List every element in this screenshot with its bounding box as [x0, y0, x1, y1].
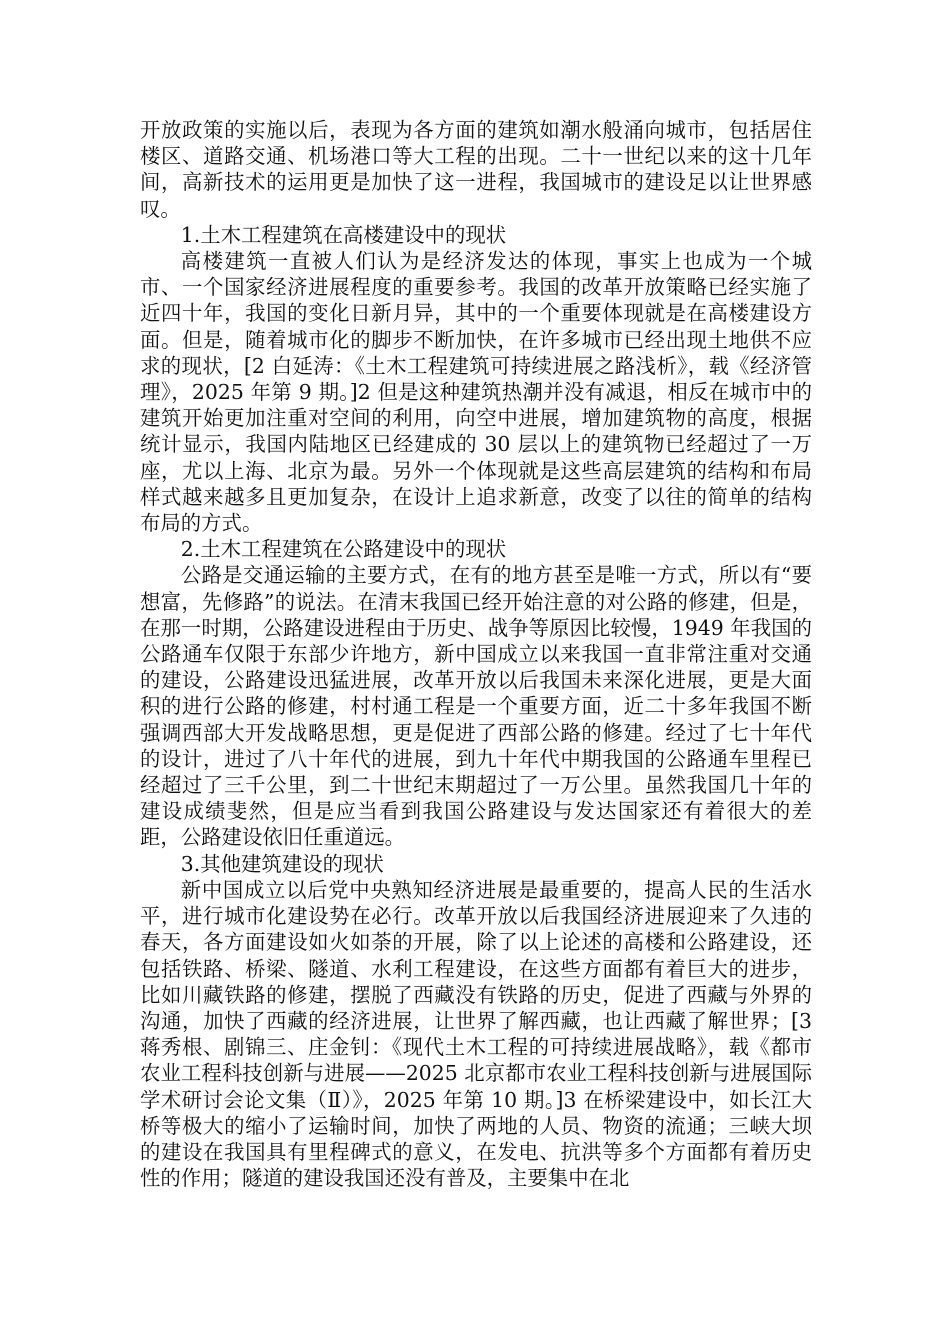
paragraph-highway: 公路是交通运输的主要方式，在有的地方甚至是唯一方式，所以有“要想富，先修路”的说法。在清末我国已经开始注意的对公路的修建，但是，在那一时期，公路建设进程由于历史、战争等原因比较慢，1949 年我国的公路通车仅限于东部少许地方，新中国成立以来我国一直非常注重对交通的建设，公路建设迅猛进展，改革开放以后我国未来深化进展，更是大面积的进行公路的修建，村村通工程是一个重要方面，近二十多年我国不断强调西部大开发战略思想，更是促进了西部公路的修建。经过了七十年代的设计，进过了八十年代的进展，到九十年代中期我国的公路通车里程已经超过了三千公里，到二十世纪末期超过了一万公里。虽然我国几十年的建设成绩斐然，但是应当看到我国公路建设与发达国家还有着很大的差距，公路建设依旧任重道远。 [140, 563, 812, 850]
paragraph-continued: 开放政策的实施以后，表现为各方面的建筑如潮水般涌向城市，包括居住楼区、道路交通、机场港口等大工程的出现。二十一世纪以来的这十几年间，高新技术的运用更是加快了这一进程，我国城市的建设足以让世界感叹。 [140, 118, 812, 221]
section-heading-highway: 2.土木工程建筑在公路建设中的现状 [180, 537, 507, 562]
paragraph-other: 新中国成立以后党中央熟知经济进展是最重要的，提高人民的生活水平，进行城市化建设势在必行。改革开放以后我国经济进展迎来了久违的春天，各方面建设如火如荼的开展，除了以上论述的高楼和公路建设，还包括铁路、桥梁、隧道、水利工程建设，在这些方面都有着巨大的进步，比如川藏铁路的修建，摆脱了西藏没有铁路的历史，促进了西藏与外界的沟通，加快了西藏的经济进展，让世界了解西藏，也让西藏了解世界；[3 蒋秀根、剧锦三、庄金钊：《现代土木工程的可持续进展战略》，载《都市农业工程科技创新与进展——2025 北京都市农业工程科技创新与进展国际学术研讨会论文集（Ⅱ）》，2025 年第 10 期。]3 在桥梁建设中，如长江大桥等极大的缩小了运输时间，加快了两地的人员、物资的流通；三峡大坝的建设在我国具有里程碑式的意义，在发电、抗洪等多个方面都有着历史性的作用；隧道的建设我国还没有普及，主要集中在北 [140, 877, 812, 1191]
document-page [140, 117, 812, 1191]
section-heading-other: 3.其他建筑建设的现状 [180, 851, 384, 876]
paragraph-highrise: 高楼建筑一直被人们认为是经济发达的体现，事实上也成为一个城市、一个国家经济进展程度的重要参考。我国的改革开放策略已经实施了近四十年，我国的变化日新月异，其中的一个重要体现就是在高楼建设方面。但是，随着城市化的脚步不断加快，在许多城市已经出现土地供不应求的现状，[2 白延涛：《土木工程建筑可持续进展之路浅析》，载《经济管理》，2025 年第 9 期。]2 但是这种建筑热潮并没有减退，相反在城市中的建筑开始更加注重对空间的利用，向空中进展，增加建筑物的高度，根据统计显示，我国内陆地区已经建成的 30 层以上的建筑物已经超过了一万座，尤以上海、北京为最。另外一个体现就是这些高层建筑的结构和布局样式越来越多且更加复杂，在设计上追求新意，改变了以往的简单的结构布局的方式。 [140, 249, 812, 536]
section-heading-highrise: 1.土木工程建筑在高楼建设中的现状 [180, 222, 507, 247]
